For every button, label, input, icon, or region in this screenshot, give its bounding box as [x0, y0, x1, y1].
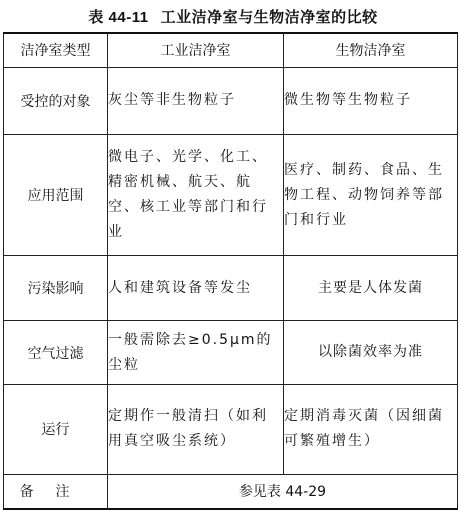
table-row [4, 135, 458, 256]
note-row [4, 474, 458, 509]
header-industrial: 工业洁净室 [108, 33, 284, 67]
biological-cell: 主要是人体发菌 [284, 255, 458, 320]
biological-cell: 微生物等生物粒子 [284, 67, 458, 134]
table-row [4, 255, 458, 320]
row-label: 运行 [4, 384, 108, 474]
header-cleanroom-type: 洁净室类型 [4, 33, 108, 67]
biological-cell: 医疗、制药、食品、生物工程、动物饲养等部门和行业 [284, 135, 458, 256]
industrial-cell: 一般需除去≥0.5μm的尘粒 [108, 321, 284, 384]
biological-cell: 定期消毒灭菌（因细菌可繁殖增生） [284, 384, 458, 474]
row-label: 应用范围 [4, 135, 108, 256]
row-label: 受控的对象 [4, 67, 108, 134]
table-row [4, 321, 458, 384]
note-value: 参见表 44-29 [108, 474, 458, 509]
table-row [4, 384, 458, 474]
header-biological: 生物洁净室 [284, 33, 458, 67]
industrial-cell: 灰尘等非生物粒子 [108, 67, 284, 134]
table-title [0, 4, 460, 30]
biological-cell: 以除菌效率为准 [284, 321, 458, 384]
note-label: 备注 [4, 474, 108, 509]
comparison-table [3, 32, 458, 510]
table-number: 表 44-11 [88, 9, 149, 26]
table-title-text: 工业洁净室与生物洁净室的比较 [160, 8, 378, 26]
industrial-cell: 人和建筑设备等发尘 [108, 255, 284, 320]
industrial-cell: 微电子、光学、化工、精密机械、航天、航空、核工业等部门和行业 [108, 135, 284, 256]
industrial-cell: 定期作一般清扫（如利用真空吸尘系统） [108, 384, 284, 474]
table-row [4, 67, 458, 134]
table-header-row [4, 33, 458, 67]
row-label: 空气过滤 [4, 321, 108, 384]
row-label: 污染影响 [4, 255, 108, 320]
